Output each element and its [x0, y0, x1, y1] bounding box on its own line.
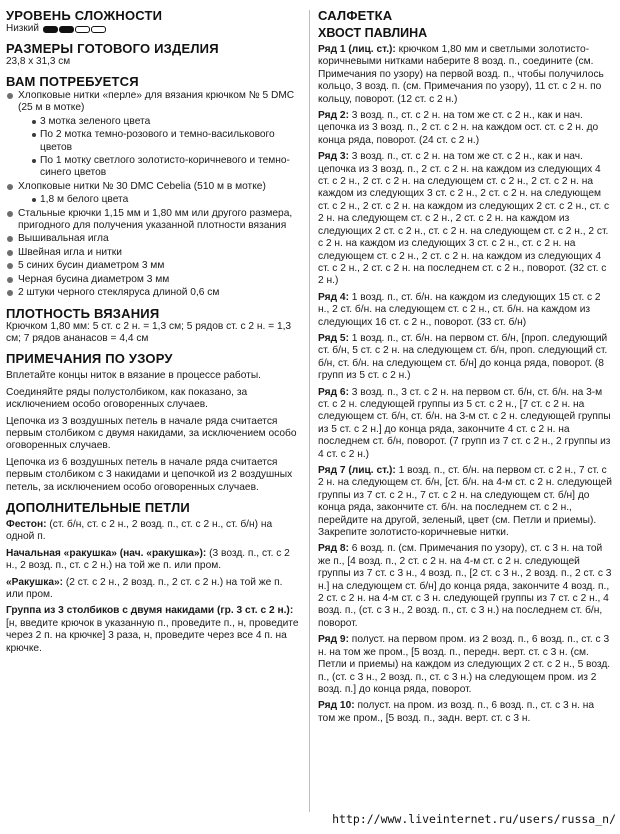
- list-item: Вышивальная игла: [6, 233, 302, 245]
- row-label: Ряд 5:: [318, 332, 349, 344]
- materials-list: [6, 90, 302, 300]
- pattern-row: [318, 543, 614, 630]
- list-item: По 1 мотку светлого золотисто-коричневого и темно-синего цветов: [30, 155, 302, 180]
- row-text: 3 возд. п., 3 ст. с 2 н. на первом ст. б/н, ст. б/н. на 3-м ст. с 2 н. следующей группы из 5 ст. с 2 н., [7 ст. с 2 н. на следующем ст. б/н, ст. б/н. на 3-м ст. с 2 н. следующей группы из 5 ст. с 2 н.] до конца ряда, закончите 4 ст. с 2 н. на последнем ст. б/н, поворот. (7 групп из 7 ст. с 2 н., 2 группы из 4 ст. с 2 н.): [318, 386, 611, 460]
- row-label: Ряд 3:: [318, 151, 349, 163]
- right-column: [318, 8, 614, 725]
- level-block-filled: [43, 26, 58, 33]
- stitch-definition: [6, 605, 302, 655]
- list-item: 2 штуки черного стекляруса длиной 0,6 см: [6, 287, 302, 299]
- row-label: Ряд 8:: [318, 543, 349, 555]
- row-label: Ряд 10:: [318, 700, 355, 712]
- row-text: 3 возд. п., ст. с 2 н. на том же ст. с 2 н., как и нач. цепочка из 3 возд. п., 2 ст. с 2 н. на каждом из следующих 4 ст. с 2 н., 2 ст. с 2 н. на следующем ст. с 2 н., 2 ст. с 2 н. на каждом из следующих 3 ст. с 2 н., 2 ст. с 2 н. на следующем ст. с 2 н., 2 ст. с 2 н. на каждом из следующих 2 ст. с 2 н., ст. с 2 н. на следующем ст. с 2 н., 2 ст. с 2 н. на каждом из следующих 2 ст. с 2 н., ст. с 2 н. на следующем ст. с 2 н., 2 ст. с 2 н. на каждом из следующих 3 ст. с 2 н., ст. с 2 н. на следующем ст. с 2 н., 2 ст. с 2 н. на каждом из следующих 4 ст. с 2 н., 2 ст. с 2 н. на последнем ст. с 2 н., поворот. (32 ст. с 2 н.): [318, 151, 610, 287]
- stitch-name: Группа из 3 столбиков с двумя накидами (гр. 3 ст. с 2 н.):: [6, 605, 294, 617]
- pattern-row: [318, 44, 614, 106]
- size-value: 23,8 х 31,3 см: [6, 56, 71, 67]
- yarn1-text: Хлопковые нитки «перле» для вязания крючком № 5 DMC (25 м в мотке): [18, 90, 295, 114]
- extra-stitches-section: [6, 500, 302, 655]
- materials-title: ВАМ ПОТРЕБУЕТСЯ: [6, 74, 139, 89]
- watermark-url: http://www.liveinternet.ru/users/russa_n/: [290, 812, 616, 826]
- list-item: [6, 181, 302, 207]
- materials-section: [6, 74, 302, 300]
- list-item: Черная бусина диаметром 3 мм: [6, 274, 302, 286]
- yarn1-sublist: [30, 116, 302, 180]
- row-label: Ряд 4:: [318, 291, 349, 303]
- difficulty-title: УРОВЕНЬ СЛОЖНОСТИ: [6, 8, 163, 23]
- row-text: 1 возд. п., ст. б/н. на первом ст. с 2 н., 7 ст. с 2 н. на следующем ст. б/н, [ст. б/н. на 4-м ст. с 2 н. следующей группы из 7 ст. с 2 н., 7 ст. с 2 н. на следующем ст. б/н] до конца ряда, закончите ст. б/н. на последнем ст. с 2 н., перейдите на другой, зеленый, цвет (см. Петли и приемы). Закрепите золотисто-коричневые нитки.: [318, 465, 612, 539]
- notes-title: ПРИМЕЧАНИЯ ПО УЗОРУ: [6, 351, 173, 367]
- row-text: 3 возд. п., ст. с 2 н. на том же ст. с 2 н., как и нач. цепочка из 3 возд. п., 2 ст. с 2 н. на каждом ост. ст. с 2 н. до конца ряда, поворот. (24 ст. с 2 н.): [318, 110, 599, 146]
- left-column: [6, 8, 302, 655]
- pattern-row: [318, 700, 614, 725]
- extra-stitches-title: ДОПОЛНИТЕЛЬНЫЕ ПЕТЛИ: [6, 499, 190, 515]
- stitch-name: Начальная «ракушка» (нач. «ракушка»):: [6, 547, 207, 559]
- stitch-text: (3 возд. п., ст. с 2 н., 2 возд. п., ст. с 2 н.) на той же п. или пром.: [6, 547, 290, 572]
- stitch-definition: [6, 548, 302, 573]
- row-label: Ряд 7 (лиц. ст.):: [318, 465, 396, 476]
- stitch-name: Фестон:: [6, 518, 47, 530]
- list-item: 1,8 м белого цвета: [30, 194, 302, 206]
- row-text: 6 возд. п. (см. Примечания по узору), ст. с 3 н. на той же п., [4 возд. п., 2 ст. с 2 н. на 4-м ст. с 2 н. следующей группы из 7 ст. с 3 н., 4 возд. п., [2 ст. с 3 н., 2 возд. п., 2 ст. с 3 н.] на следующем ст. б/н] до конца ряда, закончите 4 возд. п., 2 ст. с 2 н. на 4-м ст. с 3 н. следующей группы из 7 ст. с 2 н., 4 возд. п., (ст. с 3 н., 2 возд. п., ст. с 3 н.) на последнем ст. б/н, поворот.: [318, 543, 612, 629]
- row-label: Ряд 2:: [318, 110, 349, 122]
- pattern-row: [318, 333, 614, 383]
- list-item: По 2 мотка темно-розового и темно-василькового цветов: [30, 129, 302, 154]
- yarn2-sublist: [30, 194, 302, 206]
- difficulty-level: [6, 23, 302, 35]
- row-label: Ряд 6:: [318, 386, 349, 398]
- pattern-row: [318, 151, 614, 287]
- list-item: Стальные крючки 1,15 мм и 1,80 мм или другого размера, пригодного для получения указанной плотности вязания: [6, 208, 302, 233]
- pattern-row: [318, 387, 614, 461]
- row-label: Ряд 9:: [318, 634, 349, 646]
- difficulty-level-meter: [43, 26, 106, 33]
- stitch-definition: [6, 519, 302, 544]
- difficulty-section: [6, 8, 302, 35]
- row-text: крючком 1,80 мм и светлыми золотисто-коричневыми нитками наберите 8 возд. п., соедините (см. Примечания по узору) на первой возд. п., чтобы получилось кольцо, 3 возд. п. (см. Примечания по узору), 11 ст. с 2 н. по кольцу, поворот. (12 ст. с 2 н.): [318, 44, 604, 105]
- list-item: 5 синих бусин диаметром 3 мм: [6, 260, 302, 272]
- note-paragraph: Вплетайте концы ниток в вязание в процессе работы.: [6, 370, 262, 382]
- list-item: 3 мотка зеленого цвета: [30, 116, 302, 128]
- stitch-name: «Ракушка»:: [6, 576, 64, 588]
- pattern-row: [318, 292, 614, 329]
- row-text: полуст. на пром. из возд. п., 6 возд. п., ст. с 3 н. на том же пром., [5 возд. п., задн. верт. ст. с 3 н.: [318, 700, 595, 724]
- pattern-row: [318, 110, 614, 147]
- size-title: РАЗМЕРЫ ГОТОВОГО ИЗДЕЛИЯ: [6, 41, 219, 56]
- row-text: 1 возд. п., ст. б/н. на первом ст. б/н, [проп. следующий ст. б/н, 5 ст. с 2 н. на следующем ст. б/н, проп. следующий ст. б/н, ст. б/н. на следующем ст. б/н] до конца ряда, поворот. (8 групп из 5 ст. с 2 н.): [318, 332, 608, 382]
- list-item: Швейная игла и нитки: [6, 247, 302, 259]
- level-block-empty: [75, 26, 90, 33]
- row-text: 1 возд. п., ст. б/н. на каждом из следующих 15 ст. с 2 н., 2 ст. б/н. на следующем ст. с 2 н., ст. б/н. на каждом из следующих 16 ст. с 2 н., поворот. (33 ст. б/н): [318, 291, 601, 328]
- pattern-row: [318, 634, 614, 696]
- doily-title: САЛФЕТКА: [318, 8, 393, 23]
- row-label: Ряд 1 (лиц. ст.):: [318, 44, 396, 55]
- column-divider: [309, 10, 310, 825]
- pattern-subtitle: ХВОСТ ПАВЛИНА: [318, 26, 428, 40]
- note-paragraph: Цепочка из 3 воздушных петель в начале ряда считается первым столбиком с двумя накидами, за исключением особо оговоренных случаев.: [6, 415, 297, 452]
- level-block-empty: [91, 26, 106, 33]
- level-block-filled: [59, 26, 74, 33]
- stitch-text: (ст. б/н, ст. с 2 н., 2 возд. п., ст. с 2 н., ст. б/н) на одной п.: [6, 518, 273, 543]
- row-text: полуст. на первом пром. из 2 возд. п., 6 возд. п., ст. с 3 н. на том же пром., [5 возд. п., передн. верт. ст. с 3 н. (см. Петли и приемы) на каждом из следующих 2 ст. с 2 н., 5 возд. п., (ст. с 3 н., 2 возд. п., ст. с 3 н.) на следующем пром. из 2 возд. п.] до конца ряда, поворот.: [318, 634, 611, 695]
- density-title: ПЛОТНОСТЬ ВЯЗАНИЯ: [6, 305, 160, 321]
- size-section: [6, 41, 302, 68]
- notes-section: [6, 351, 302, 494]
- note-paragraph: Цепочка из 6 воздушных петель в начале ряда считается первым столбиком с 3 накидами и цепочкой из 2 воздушных петель, за исключением особо оговоренных случаев.: [6, 456, 293, 493]
- stitch-text: (2 ст. с 2 н., 2 возд. п., 2 ст. с 2 н.) на той же п. или пром.: [6, 576, 283, 600]
- note-paragraph: Соединяйте ряды полустолбиком, как показано, за исключением особо оговоренных случаев.: [6, 386, 248, 411]
- yarn2-text: Хлопковые нитки № 30 DMC Cebelia (510 м в мотке): [18, 180, 266, 192]
- difficulty-level-text: Низкий: [6, 23, 39, 34]
- stitch-definition: [6, 577, 302, 602]
- density-section: [6, 306, 302, 346]
- stitch-text: [н, введите крючок в указанную п., проведите п., н, проведите через 2 п. на крючке] 3 раза, н, проведите через все 4 п. на крючке.: [6, 617, 299, 654]
- density-text: Крючком 1,80 мм: 5 ст. с 2 н. = 1,3 см; 5 рядов ст. с 2 н. = 1,3 см; 7 рядов ананасов = 4,4 см: [6, 320, 292, 344]
- pattern-row: [318, 465, 614, 539]
- list-item: [6, 90, 302, 180]
